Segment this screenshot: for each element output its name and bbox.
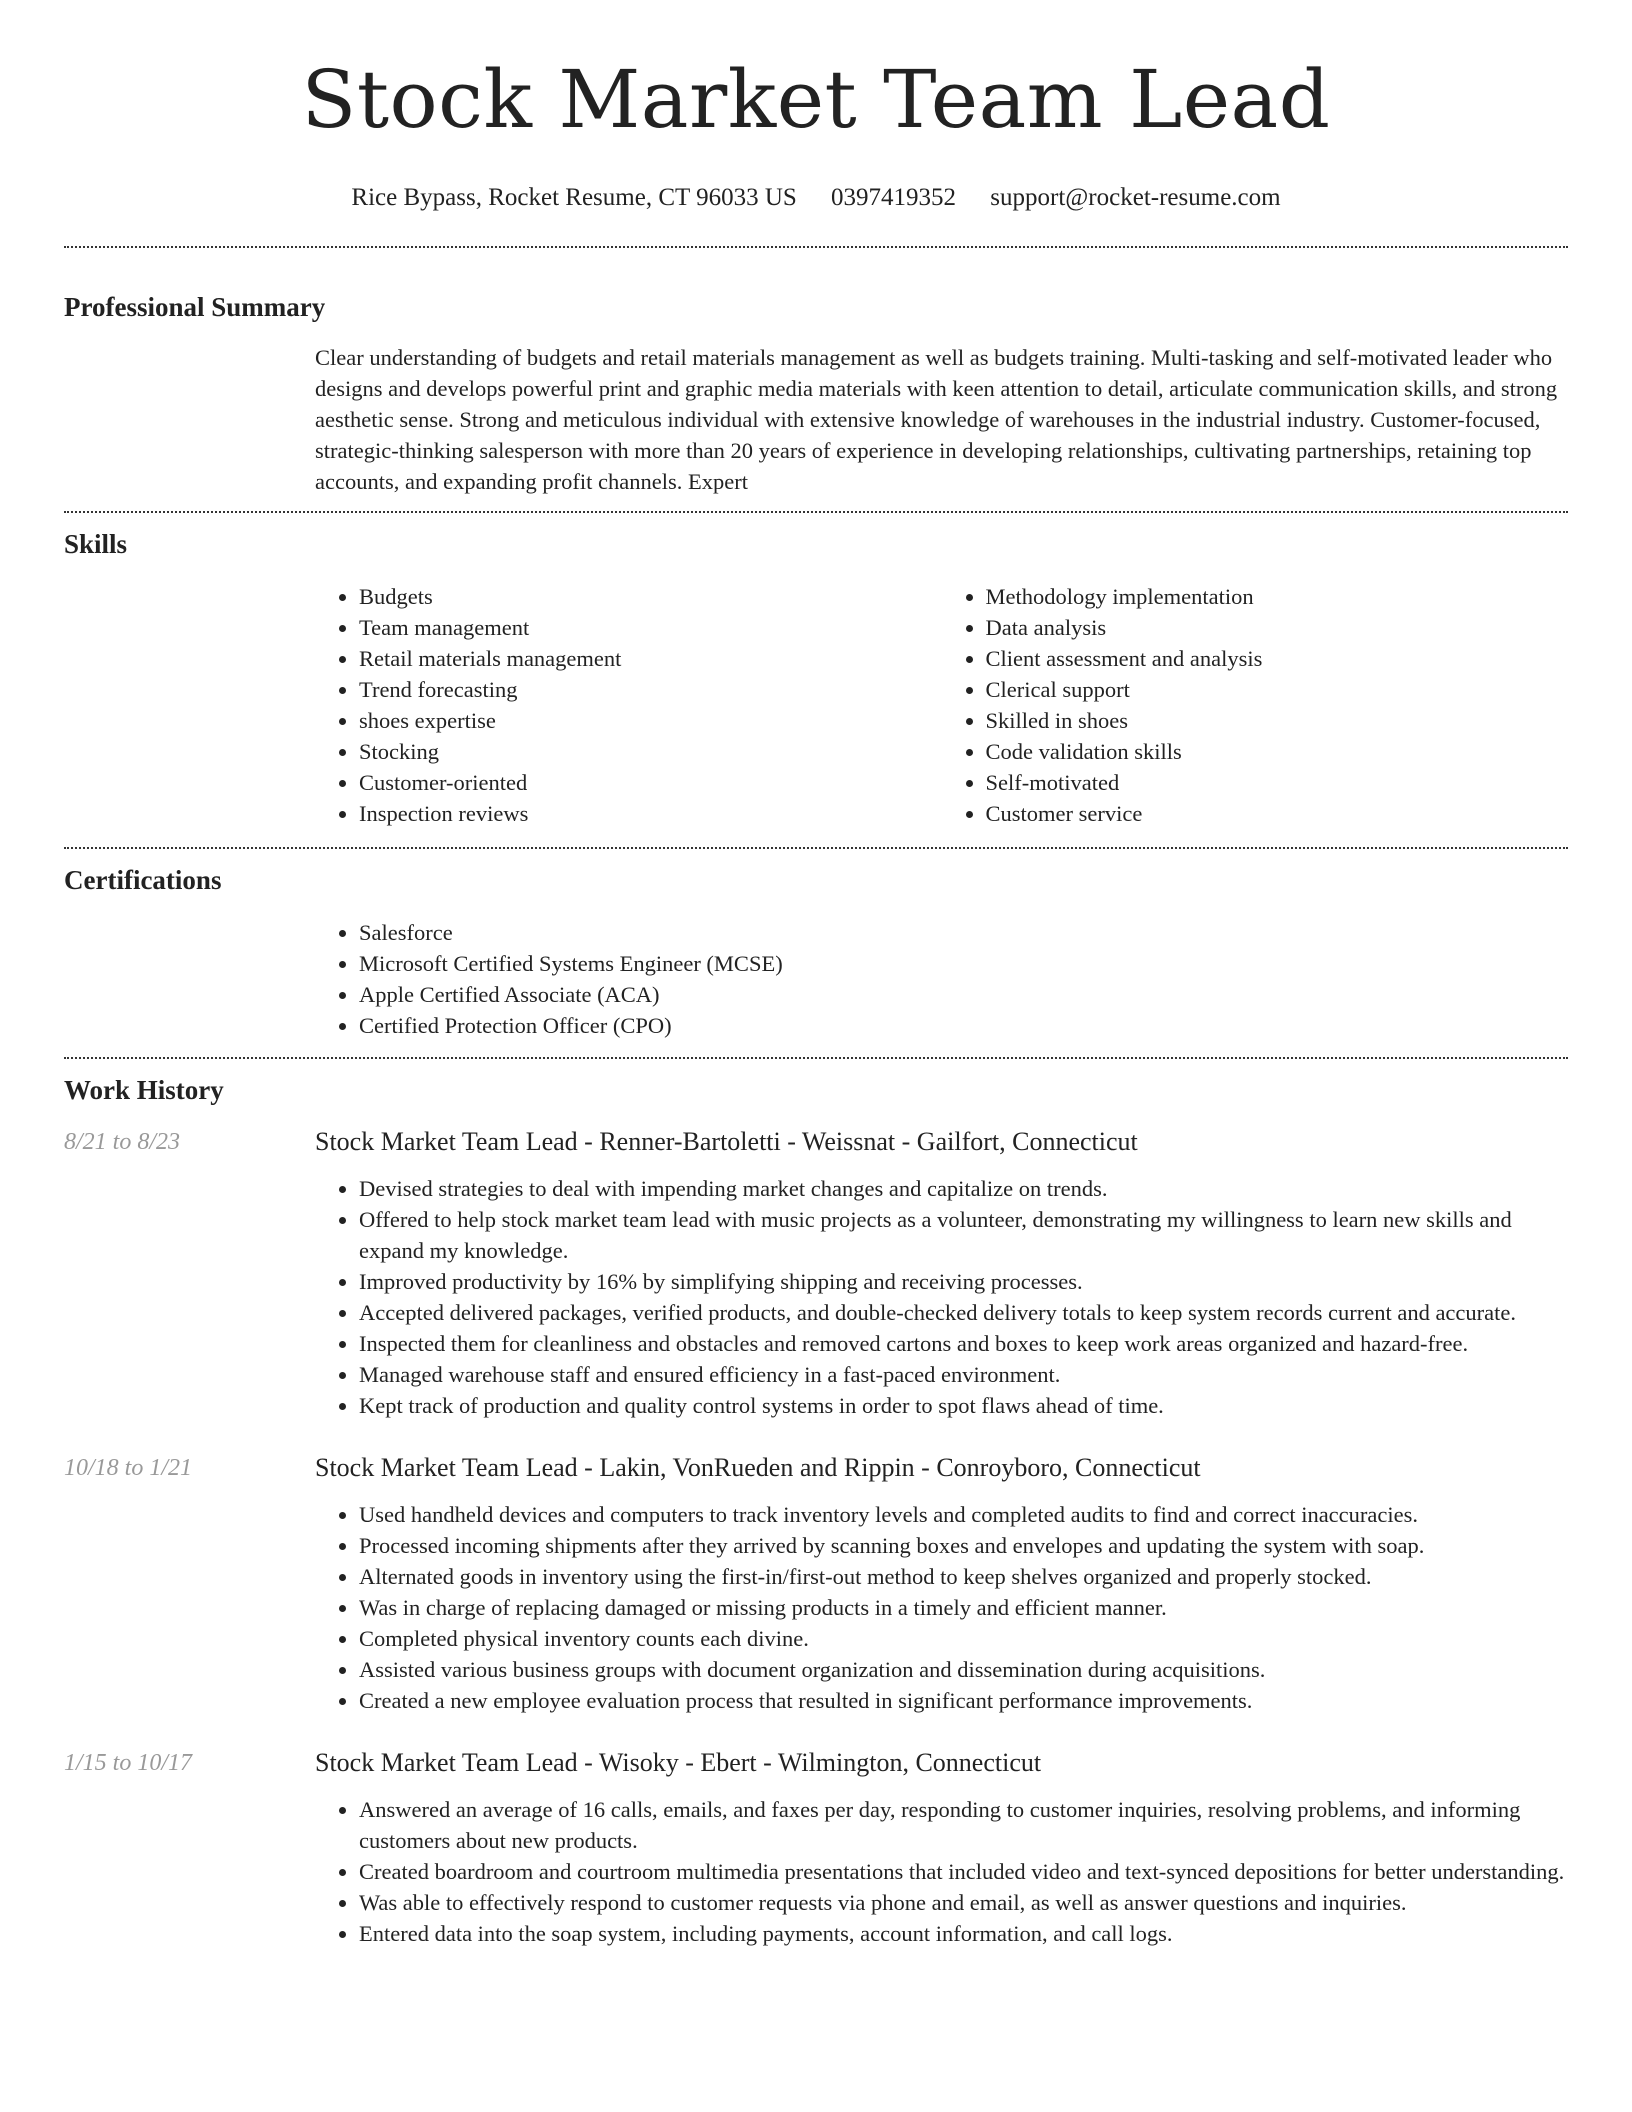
job-title: Stock Market Team Lead - Lakin, VonRueden and Rippin - Conroyboro, Connecticut xyxy=(315,1453,1201,1482)
job-bullet-list xyxy=(315,1173,1568,1421)
list-item: • Apple Certified Associate (ACA) xyxy=(359,979,1568,1010)
list-item: • Kept track of production and quality control systems in order to spot flaws ahead of time. xyxy=(359,1390,1568,1421)
list-item: • Skilled in shoes xyxy=(986,705,1569,736)
skills-section xyxy=(64,513,1568,847)
list-item: • Inspected them for cleanliness and obstacles and removed cartons and boxes to keep work areas organized and hazard-free. xyxy=(359,1328,1568,1359)
job-bullets xyxy=(315,1159,1568,1421)
summary-section xyxy=(64,248,1568,511)
list-item: • Completed physical inventory counts each divine. xyxy=(359,1623,1568,1654)
job-entry xyxy=(64,1451,1568,1716)
list-item: • Customer-oriented xyxy=(359,767,942,798)
list-item: • Salesforce xyxy=(359,917,1568,948)
list-item: • Entered data into the soap system, including payments, account information, and call logs. xyxy=(359,1918,1568,1949)
list-item: • Self-motivated xyxy=(986,767,1569,798)
section-title-skills: Skills xyxy=(64,529,128,559)
list-item: • Created boardroom and courtroom multimedia presentations that included video and text-synced depositions for better understanding. xyxy=(359,1856,1568,1887)
job-title: Stock Market Team Lead - Wisoky - Ebert - Wilmington, Connecticut xyxy=(315,1748,1042,1777)
list-item: • Customer service xyxy=(986,798,1569,829)
job-entry xyxy=(64,1125,1568,1421)
work-history-section xyxy=(64,1059,1568,1949)
list-item: • shoes expertise xyxy=(359,705,942,736)
list-item: • Managed warehouse staff and ensured efficiency in a fast-paced environment. xyxy=(359,1359,1568,1390)
contact-line xyxy=(64,184,1568,212)
list-item: • Assisted various business groups with document organization and dissemination during acquisitions. xyxy=(359,1654,1568,1685)
list-item: • Client assessment and analysis xyxy=(986,643,1569,674)
list-item: • Stocking xyxy=(359,736,942,767)
contact-address: Rice Bypass, Rocket Resume, CT 96033 US xyxy=(351,184,797,211)
list-item: • Devised strategies to deal with impending market changes and capitalize on trends. xyxy=(359,1173,1568,1204)
job-date: 1/15 to 10/17 xyxy=(64,1750,193,1776)
candidate-name: Stock Market Team Lead xyxy=(301,53,1331,146)
list-item: • Budgets xyxy=(359,581,942,612)
list-item: • Offered to help stock market team lead with music projects as a volunteer, demonstrating my willingness to learn new skills and expand my knowledge. xyxy=(359,1204,1568,1266)
list-item: • Was in charge of replacing damaged or missing products in a timely and efficient manner. xyxy=(359,1592,1568,1623)
skills-list-right xyxy=(942,581,1569,829)
job-bullets xyxy=(315,1485,1568,1716)
list-item: • Code validation skills xyxy=(986,736,1569,767)
list-item: • Was able to effectively respond to customer requests via phone and email, as well as answer questions and inquiries. xyxy=(359,1887,1568,1918)
summary-text: Clear understanding of budgets and retail materials management as well as budgets training. Multi-tasking and self-motivated leader who designs and develops powerful print and graphic media materials with keen attention to detail, articulate communication skills, and strong aesthetic sense. Strong and meticulous individual with extensive knowledge of warehouses in the industrial industry. Customer-focused, strategic-thinking salesperson with more than 20 years of experience in developing relationships, cultivating partnerships, retaining top accounts, and expanding profit channels. Expert xyxy=(315,345,1558,494)
list-item: • Created a new employee evaluation process that resulted in significant performance improvements. xyxy=(359,1685,1568,1716)
job-bullet-list xyxy=(315,1499,1568,1716)
certifications-section xyxy=(64,849,1568,1057)
list-item: • Clerical support xyxy=(986,674,1569,705)
skills-columns xyxy=(315,561,1568,847)
list-item: • Trend forecasting xyxy=(359,674,942,705)
section-title-work-history: Work History xyxy=(64,1075,224,1105)
certifications-list xyxy=(315,917,1568,1041)
contact-phone: 0397419352 xyxy=(831,184,957,211)
list-item: • Microsoft Certified Systems Engineer (MCSE) xyxy=(359,948,1568,979)
job-date: 8/21 to 8/23 xyxy=(64,1129,181,1155)
list-item: • Used handheld devices and computers to track inventory levels and completed audits to find and correct inaccuracies. xyxy=(359,1499,1568,1530)
section-title-summary: Professional Summary xyxy=(64,292,326,322)
job-date: 10/18 to 1/21 xyxy=(64,1455,193,1481)
job-entry xyxy=(64,1746,1568,1949)
list-item: • Alternated goods in inventory using the first-in/first-out method to keep shelves organized and properly stocked. xyxy=(359,1561,1568,1592)
certifications-body xyxy=(315,897,1568,1057)
list-item: • Improved productivity by 16% by simplifying shipping and receiving processes. xyxy=(359,1266,1568,1297)
list-item: • Accepted delivered packages, verified products, and double-checked delivery totals to keep system records current and accurate. xyxy=(359,1297,1568,1328)
list-item: • Answered an average of 16 calls, emails, and faxes per day, responding to customer inquiries, resolving problems, and informing customers about new products. xyxy=(359,1794,1568,1856)
job-bullets xyxy=(315,1780,1568,1949)
list-item: • Team management xyxy=(359,612,942,643)
job-title: Stock Market Team Lead - Renner-Bartoletti - Weissnat - Gailfort, Connecticut xyxy=(315,1127,1138,1156)
list-item: • Methodology implementation xyxy=(986,581,1569,612)
list-item: • Data analysis xyxy=(986,612,1569,643)
contact-email[interactable]: support@rocket-resume.com xyxy=(990,184,1281,211)
skills-list-left xyxy=(315,581,942,829)
list-item: • Inspection reviews xyxy=(359,798,942,829)
list-item: • Retail materials management xyxy=(359,643,942,674)
section-title-certifications: Certifications xyxy=(64,865,222,895)
job-bullet-list xyxy=(315,1794,1568,1949)
list-item: • Certified Protection Officer (CPO) xyxy=(359,1010,1568,1041)
list-item: • Processed incoming shipments after they arrived by scanning boxes and envelopes and updating the system with soap. xyxy=(359,1530,1568,1561)
